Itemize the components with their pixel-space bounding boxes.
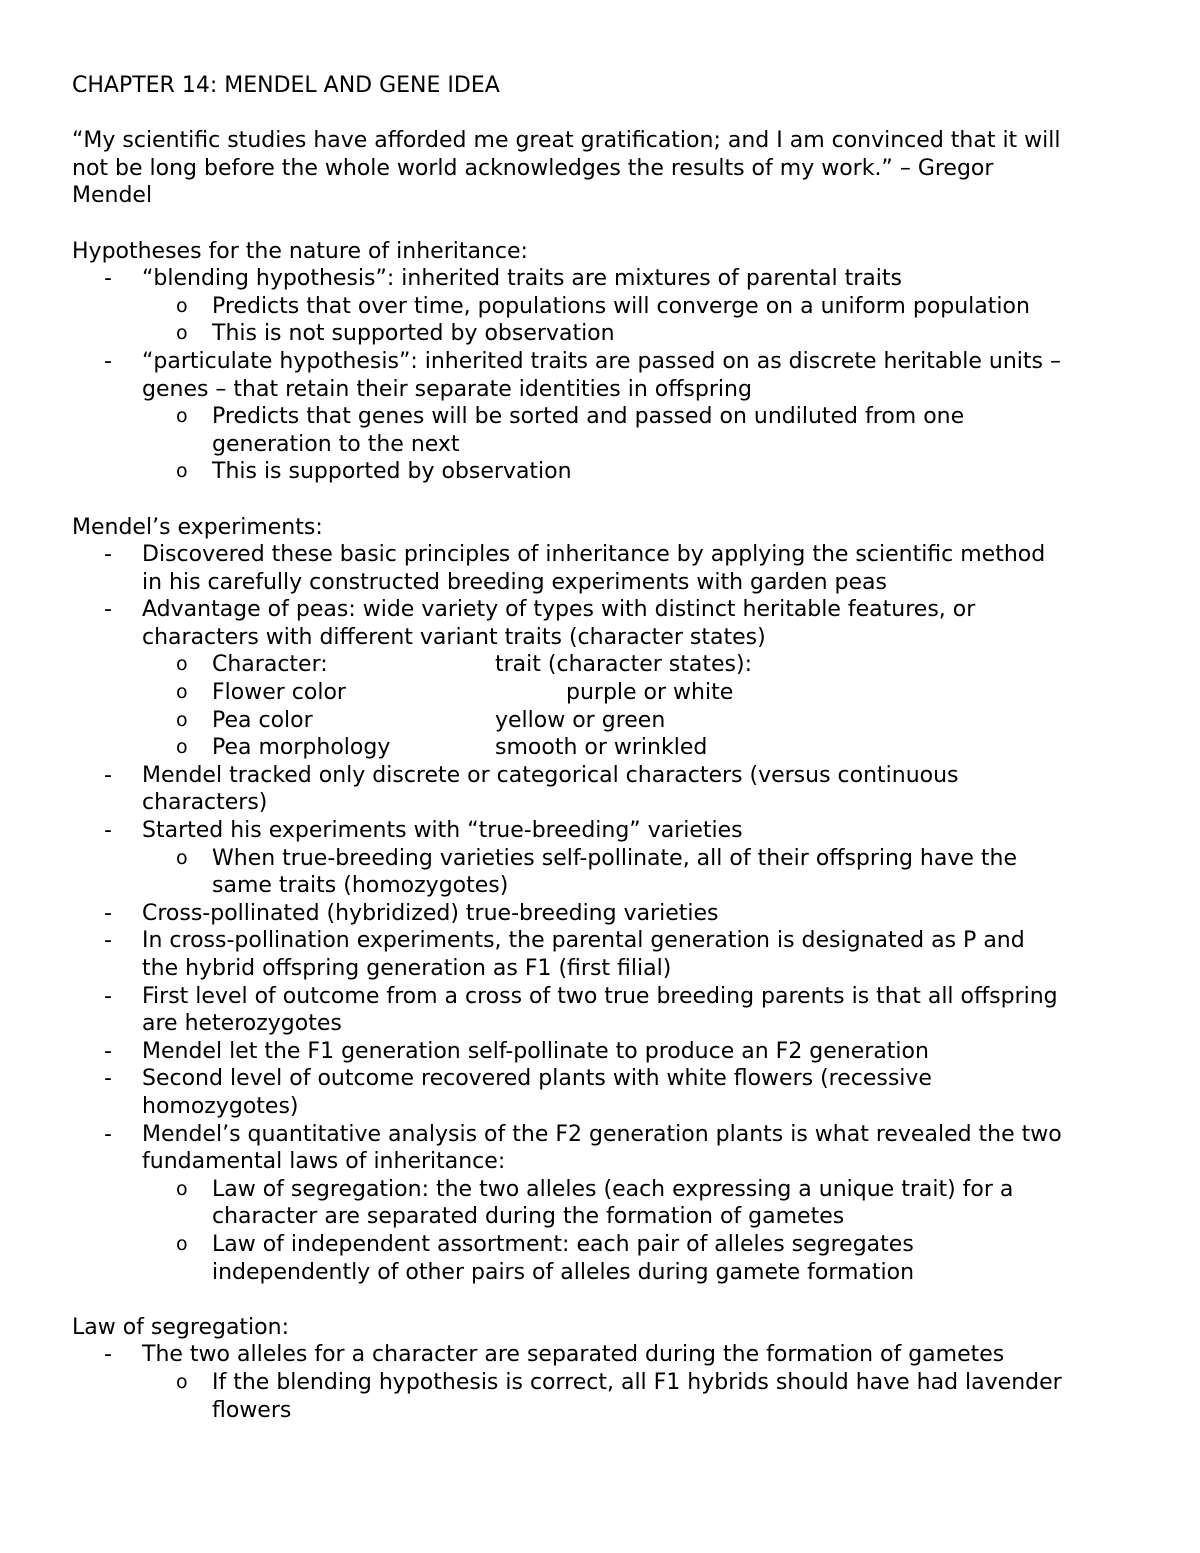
section-heading: Hypotheses for the nature of inheritance:	[72, 238, 528, 264]
sub-list-item-continuation: independently of other pairs of alleles during gamete formation	[212, 1259, 915, 1285]
list-item-continuation: in his carefully constructed breeding experiments with garden peas	[142, 569, 887, 595]
list-item	[72, 596, 1140, 624]
list-item-text: Cross-pollinated (hybridized) true-breeding varieties	[142, 900, 719, 926]
trait-table-header	[72, 651, 1140, 679]
sub-list-item-text: When true-breeding varieties self-pollinate, all of their offspring have the	[212, 845, 1018, 871]
spacer	[72, 486, 1140, 514]
dash-bullet: -	[104, 1038, 112, 1064]
list-item	[72, 1065, 1140, 1093]
trait-cell: purple or white	[566, 680, 734, 706]
circle-bullet: o	[176, 708, 188, 731]
sub-list-item	[72, 293, 1140, 321]
list-item-text: Started his experiments with “true-breeding” varieties	[142, 818, 743, 844]
sub-list-item	[72, 458, 1140, 486]
quote-line: “My scientific studies have afforded me great gratification; and I am convinced that it will	[72, 128, 1061, 154]
sub-list-item-text: Predicts that over time, populations will converge on a uniform population	[212, 293, 1030, 319]
list-item	[72, 265, 1140, 293]
list-item	[72, 1341, 1140, 1369]
sub-list-item-text: Predicts that genes will be sorted and passed on undiluted from one	[212, 404, 965, 430]
dash-bullet: -	[104, 1121, 112, 1147]
list-item-text: In cross-pollination experiments, the parental generation is designated as P and	[142, 928, 1025, 954]
dash-bullet: -	[104, 1066, 112, 1092]
sub-list-item	[72, 845, 1140, 873]
circle-bullet: o	[176, 460, 188, 483]
dash-bullet: -	[104, 818, 112, 844]
dash-bullet: -	[104, 983, 112, 1009]
circle-bullet: o	[176, 681, 188, 704]
spacer	[72, 100, 1140, 128]
sub-list-item	[72, 320, 1140, 348]
dash-bullet: -	[104, 348, 112, 374]
list-item-text: Mendel tracked only discrete or categorical characters (versus continuous	[142, 762, 959, 788]
list-item	[72, 541, 1140, 569]
segregation-section	[72, 1314, 1140, 1424]
sub-list-item	[72, 1176, 1140, 1204]
sub-list-item-continuation: same traits (homozygotes)	[212, 873, 509, 899]
list-item	[72, 1121, 1140, 1149]
character-cell: Flower color	[212, 680, 346, 706]
circle-bullet: o	[176, 1177, 188, 1200]
trait-header: trait (character states):	[495, 652, 752, 678]
list-item	[72, 900, 1140, 928]
character-header: Character:	[212, 652, 328, 678]
section-heading: Mendel’s experiments:	[72, 514, 323, 540]
dash-bullet: -	[104, 1342, 112, 1368]
list-item-continuation: characters)	[142, 790, 268, 816]
list-item-continuation: fundamental laws of inheritance:	[142, 1149, 506, 1175]
sub-list-item-text: This is not supported by observation	[212, 321, 615, 347]
list-item	[72, 983, 1140, 1011]
list-item	[72, 927, 1140, 955]
sub-list-item-continuation: generation to the next	[212, 431, 460, 457]
circle-bullet: o	[176, 405, 188, 428]
list-item-text: First level of outcome from a cross of two true breeding parents is that all offspring	[142, 983, 1058, 1009]
dash-bullet: -	[104, 762, 112, 788]
sub-list-item-text: If the blending hypothesis is correct, all F1 hybrids should have had lavender	[212, 1369, 1062, 1395]
character-cell: Pea morphology	[212, 735, 391, 761]
sub-list-item-continuation: flowers	[212, 1397, 292, 1423]
list-item	[72, 1038, 1140, 1066]
dash-bullet: -	[104, 266, 112, 292]
trait-cell: smooth or wrinkled	[495, 735, 708, 761]
dash-bullet: -	[104, 597, 112, 623]
list-item-text: Mendel let the F1 generation self-pollinate to produce an F2 generation	[142, 1038, 929, 1064]
list-item-continuation: homozygotes)	[142, 1093, 299, 1119]
circle-bullet: o	[176, 736, 188, 759]
sub-list-item-text: Law of independent assortment: each pair of alleles segregates	[212, 1231, 914, 1257]
sub-list-item	[72, 1231, 1140, 1259]
list-item-text: Advantage of peas: wide variety of types with distinct heritable features, or	[142, 597, 976, 623]
quote-line: Mendel	[72, 183, 153, 209]
list-item-text: Discovered these basic principles of inheritance by applying the scientific method	[142, 542, 1046, 568]
sub-list-item	[72, 1369, 1140, 1397]
section-heading: Law of segregation:	[72, 1314, 289, 1340]
sub-list-item	[72, 403, 1140, 431]
circle-bullet: o	[176, 322, 188, 345]
quote-line: not be long before the whole world acknowledges the results of my work.” – Gregor	[72, 155, 994, 181]
dash-bullet: -	[104, 928, 112, 954]
list-item-continuation: are heterozygotes	[142, 1011, 342, 1037]
sub-list-item-text: Law of segregation: the two alleles (each expressing a unique trait) for a	[212, 1176, 1014, 1202]
spacer	[72, 1286, 1140, 1314]
list-item-text: “blending hypothesis”: inherited traits are mixtures of parental traits	[142, 266, 902, 292]
sub-list-item-text: This is supported by observation	[212, 459, 572, 485]
dash-bullet: -	[104, 900, 112, 926]
list-item-continuation: the hybrid offspring generation as F1 (first filial)	[142, 956, 672, 981]
list-item-text: Mendel’s quantitative analysis of the F2 generation plants is what revealed the two	[142, 1121, 1062, 1147]
list-item-continuation: characters with different variant traits (character states)	[142, 624, 766, 650]
circle-bullet: o	[176, 653, 188, 676]
trait-table-row	[72, 679, 1140, 707]
mendel-quote	[72, 127, 1140, 210]
list-item	[72, 348, 1140, 376]
list-item-text: Second level of outcome recovered plants with white flowers (recessive	[142, 1066, 932, 1092]
character-cell: Pea color	[212, 707, 313, 733]
hypotheses-section	[72, 238, 1140, 486]
list-item-text: The two alleles for a character are separated during the formation of gametes	[142, 1342, 1005, 1368]
circle-bullet: o	[176, 294, 188, 317]
trait-table-row	[72, 734, 1140, 762]
chapter-title: CHAPTER 14: MENDEL AND GENE IDEA	[72, 73, 500, 98]
trait-cell: yellow or green	[495, 707, 666, 733]
trait-table-row	[72, 707, 1140, 735]
dash-bullet: -	[104, 542, 112, 568]
list-item	[72, 762, 1140, 790]
list-item-continuation: genes – that retain their separate identities in offspring	[142, 376, 752, 402]
spacer	[72, 210, 1140, 238]
list-item	[72, 817, 1140, 845]
circle-bullet: o	[176, 1370, 188, 1393]
circle-bullet: o	[176, 846, 188, 869]
circle-bullet: o	[176, 1232, 188, 1255]
sub-list-item-continuation: character are separated during the formation of gametes	[212, 1204, 845, 1230]
experiments-section	[72, 514, 1140, 1287]
list-item-text: “particulate hypothesis”: inherited traits are passed on as discrete heritable units –	[142, 348, 1061, 374]
